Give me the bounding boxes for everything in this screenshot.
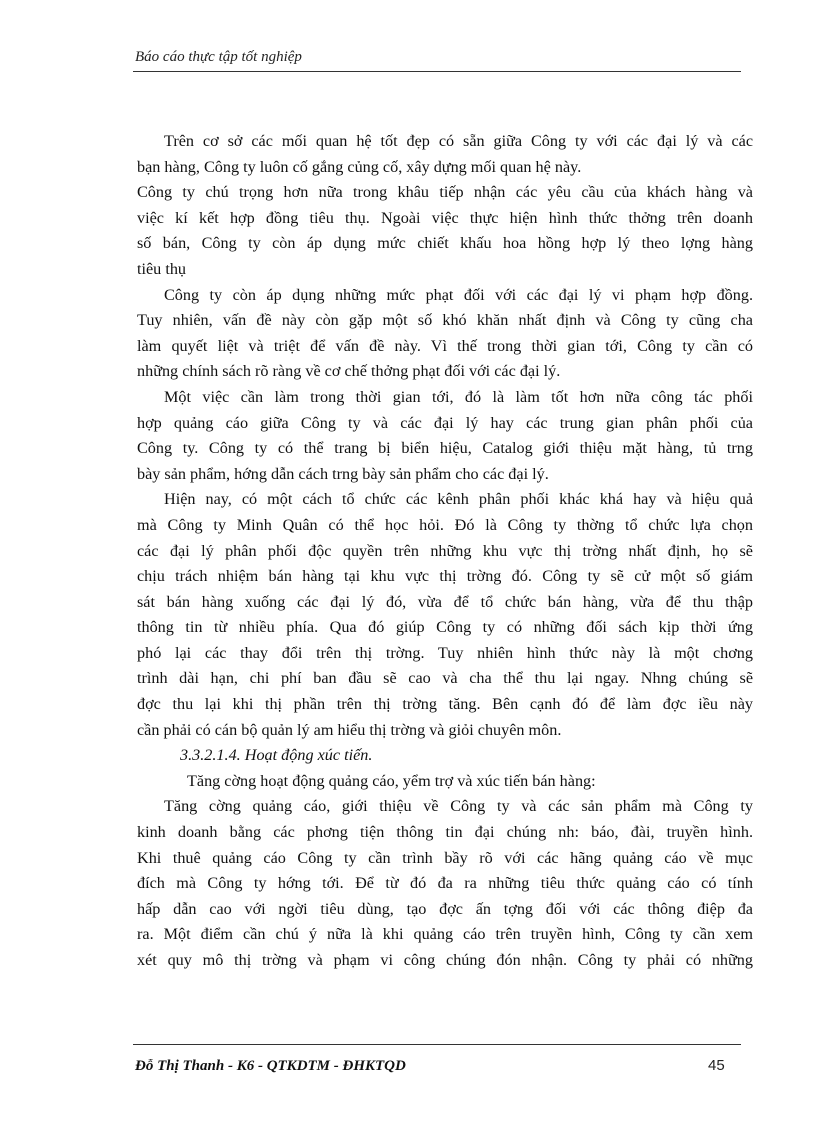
text-line: trình dài hạn, chi phí ban đầu sẽ cao và cha thể thu lại ngay. Nhng chúng sẽ	[137, 669, 753, 688]
text-line: chịu trách nhiệm bán hàng tại khu vực thị trờng đó. Công ty sẽ cử một số giám	[137, 567, 753, 586]
text-line: phó lại các thay đổi trên thị trờng. Tuy nhiên hình thức này là một chơng	[137, 643, 753, 662]
text-line: Tăng cờng quảng cáo, giới thiệu về Công ty và các sản phẩm mà Công ty	[164, 797, 753, 816]
text-line: Công ty chú trọng hơn nữa trong khâu tiếp nhận các yêu cầu của khách hàng và	[137, 183, 753, 202]
text-line: Một việc cần làm trong thời gian tới, đó là làm tốt hơn nữa công tác phối	[164, 387, 753, 406]
text-line: kinh doanh bằng các phơng tiện thông tin đại chúng nh: báo, đài, truyền hình.	[137, 823, 753, 842]
text-line: Tăng cờng hoạt động quảng cáo, yểm trợ và xúc tiến bán hàng:	[187, 771, 596, 790]
text-line: hấp dẫn cao với ngời tiêu dùng, tạo đợc ấn tợng đối với các thông điệp đa	[137, 899, 753, 918]
text-line: ra. Một điểm cần chú ý nữa là khi quảng cáo trên truyền hình, Công ty cần xem	[137, 925, 753, 944]
text-line: Khi thuê quảng cáo Công ty cần trình bầy rõ với các hãng quảng cáo về mục	[137, 848, 753, 867]
text-line: sát bán hàng xuống các đại lý đó, vừa để tổ chức bán hàng, vừa để thu thập	[137, 592, 753, 611]
text-line: bạn hàng, Công ty luôn cố gắng củng cố, xây dựng mối quan hệ này.	[137, 157, 582, 176]
text-line: Công ty còn áp dụng những mức phạt đối với các đại lý vi phạm hợp đồng.	[164, 285, 753, 304]
text-line: xét quy mô thị trờng và phạm vi công chúng đón nhận. Công ty phải có những	[137, 951, 753, 969]
text-line: thông tin từ nhiều phía. Qua đó giúp Công ty có những đối sách kịp thời ứng	[137, 618, 753, 637]
text-line: tiêu thụ	[137, 259, 187, 278]
header-rule	[133, 71, 741, 72]
text-line: Trên cơ sở các mối quan hệ tốt đẹp có sẵn giữa Công ty với các đại lý và các	[164, 132, 753, 150]
text-line: bày sản phẩm, hớng dẫn cách trng bày sản phẩm cho các đại lý.	[137, 464, 549, 483]
page-number: 45	[708, 1057, 725, 1074]
text-line: việc kí kết hợp đồng tiêu thụ. Ngoài việc thực hiện hình thức thởng trên doanh	[137, 208, 753, 227]
text-line: hợp quảng cáo giữa Công ty và các đại lý hay các trung gian phân phối của	[137, 413, 753, 432]
text-line: Hiện nay, có một cách tổ chức các kênh phân phối khác khá hay và hiệu quả	[164, 490, 753, 509]
document-body	[137, 129, 753, 974]
section-heading: 3.3.2.1.4. Hoạt động xúc tiến.	[180, 746, 373, 765]
text-line: cần phải có cán bộ quản lý am hiểu thị trờng và giỏi chuyên môn.	[137, 720, 562, 739]
text-line: mà Công ty Minh Quân có thể học hỏi. Đó là Công ty thờng tổ chức lựa chọn	[137, 515, 753, 534]
text-line: đích mà Công ty hớng tới. Để từ đó đa ra những tiêu thức quảng cáo có tính	[137, 874, 753, 893]
footer-author: Đỗ Thị Thanh - K6 - QTKDTM - ĐHKTQD	[135, 1058, 406, 1074]
text-line: số bán, Công ty còn áp dụng mức chiết khấu hoa hồng hợp lý theo lợng hàng	[137, 234, 753, 253]
footer-rule	[133, 1044, 741, 1045]
text-line: những chính sách rõ ràng về cơ chế thởng phạt đối với các đại lý.	[137, 362, 561, 381]
text-line: Công ty. Công ty có thể trang bị biển hiệu, Catalog giới thiệu mặt hàng, tủ trng	[137, 439, 753, 458]
text-line: đợc thu lại khi thị phần trên thị trờng tăng. Bên cạnh đó để làm đợc iều này	[137, 695, 753, 714]
text-line: làm quyết liệt và triệt để vấn đề này. Vì thế trong thời gian tới, Công ty cần có	[137, 336, 753, 355]
text-line: các đại lý phân phối độc quyền trên những khu vực thị trờng nhất định, họ sẽ	[137, 541, 753, 560]
text-line: Tuy nhiên, vấn đề này còn gặp một số khó khăn nhất định và Công ty cũng cha	[137, 311, 753, 330]
header-title: Báo cáo thực tập tốt nghiệp	[135, 49, 302, 65]
